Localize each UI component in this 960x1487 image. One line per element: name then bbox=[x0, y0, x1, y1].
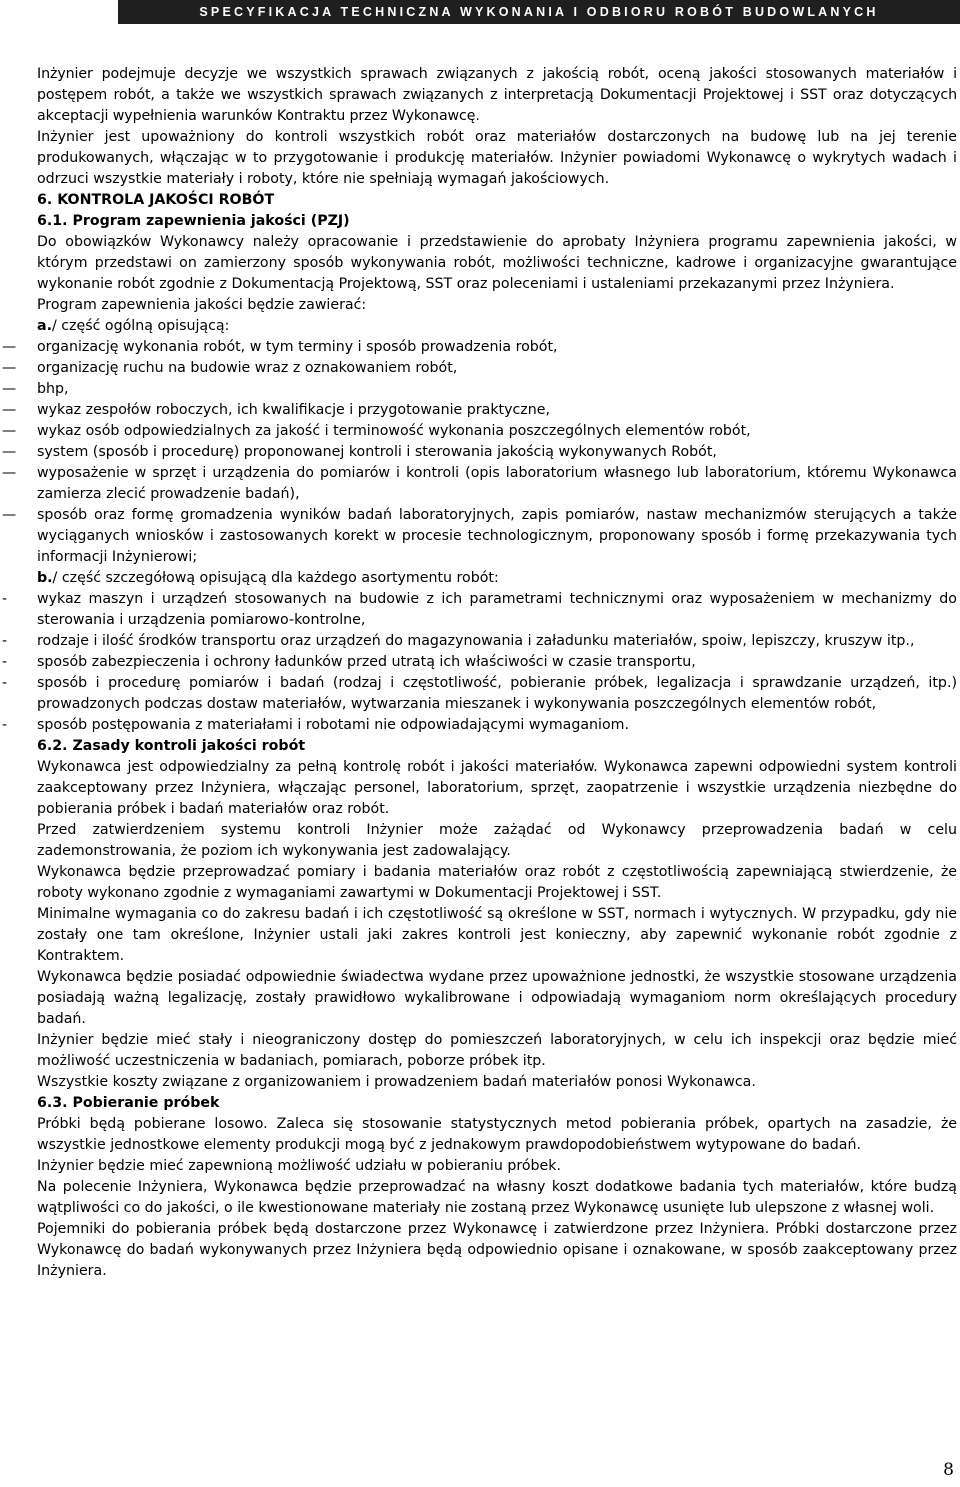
list-item-text: sposób postępowania z materiałami i robotami nie odpowiadającymi wymaganiom. bbox=[37, 717, 629, 733]
list bbox=[2, 589, 957, 736]
paragraph: Wszystkie koszty związane z organizowaniem i prowadzeniem badań materiałów ponosi Wykonawca. bbox=[37, 1074, 756, 1090]
list-item bbox=[2, 442, 957, 463]
list-item-text: rodzaje i ilość środków transportu oraz urządzeń do magazynowania i załadunku materiałów, spoiw, lepiszczy, kruszyw itp., bbox=[37, 633, 915, 649]
dash-bullet: — bbox=[2, 402, 17, 418]
list-item-text: wykaz maszyn i urządzeń stosowanych na budowie z ich parametrami technicznymi oraz wyposażeniem w mechanizmy do sterowania i urządzenia pomiarowo-kontrolne, bbox=[37, 591, 957, 628]
paragraph: Program zapewnienia jakości będzie zawierać: bbox=[37, 297, 367, 313]
paragraph: Do obowiązków Wykonawcy należy opracowanie i przedstawienie do aprobaty Inżyniera programu zapewnienia jakości, w którym przedstawi on zamierzony sposób wykonywania robót, możliwości techniczne, kadrowe i organizacyjne gwarantujące wykonanie robót zgodnie z Dokumentacją Projektową, SST oraz poleceniami i ustaleniami przekazanymi przez Inżyniera. bbox=[37, 234, 957, 292]
list-item bbox=[2, 589, 957, 631]
paragraph: Inżynier będzie mieć stały i nieograniczony dostęp do pomieszczeń laboratoryjnych, w celu ich inspekcji oraz będzie mieć możliwość uczestniczenia w badaniach, pomiarach, poborze próbek itp. bbox=[37, 1032, 957, 1069]
paragraph: Inżynier będzie mieć zapewnioną możliwość udziału w pobieraniu próbek. bbox=[37, 1158, 562, 1174]
section-heading: 6.1. Program zapewnienia jakości (PZJ) bbox=[37, 213, 350, 229]
list-item bbox=[2, 715, 957, 736]
section-heading: 6.2. Zasady kontroli jakości robót bbox=[37, 738, 306, 754]
list-item bbox=[2, 505, 957, 568]
list-heading-text: / część szczegółową opisującą dla każdego asortymentu robót: bbox=[52, 570, 499, 586]
list-item-text: sposób oraz formę gromadzenia wyników badań laboratoryjnych, zapis pomiarów, nastaw mechanizmów sterujących a także wyciąganych wniosków i zastosowanych korekt w procesie technologicznym, proponowany sposób i formę przekazywania tych informacji Inżynierowi; bbox=[37, 507, 957, 565]
list-item-text: sposób i procedurę pomiarów i badań (rodzaj i częstotliwość, pobieranie próbek, legalizacja i sprawdzanie urządzeń, itp.) prowadzonych podczas dostaw materiałów, wytwarzania mieszanek i wykonywania poszczególnych elementów robót, bbox=[37, 675, 957, 712]
dash-bullet: — bbox=[2, 360, 17, 376]
list-item-text: bhp, bbox=[37, 381, 69, 397]
paragraph: Minimalne wymagania co do zakresu badań i ich częstotliwość są określone w SST, normach i wytycznych. W przypadku, gdy nie zostały one tam określone, Inżynier ustali jaki zakres kontroli jest konieczny, aby zapewnić wykonanie robót zgodnie z Kontraktem. bbox=[37, 906, 957, 964]
paragraph: Inżynier jest upoważniony do kontroli wszystkich robót oraz materiałów dostarczonych na budowę lub na jej terenie produkowanych, włączając w to przygotowanie i produkcję materiałów. Inżynier powiadomi Wykonawcę o wykrytych wadach i odrzuci wszystkie materiały i roboty, które nie spełniają wymagań jakościowych. bbox=[37, 129, 957, 187]
document-body bbox=[2, 64, 957, 1282]
list-item bbox=[2, 400, 957, 421]
paragraph: Inżynier podejmuje decyzje we wszystkich sprawach związanych z jakością robót, oceną jakości stosowanych materiałów i postępem robót, a także we wszystkich sprawach związanych z interpretacją Dokumentacji Projektowej i SST oraz dotyczących akceptacji wypełnienia warunków Kontraktu przez Wykonawcę. bbox=[37, 66, 957, 124]
list bbox=[2, 337, 957, 568]
hyphen-bullet: - bbox=[2, 675, 8, 691]
paragraph: Próbki będą pobierane losowo. Zaleca się stosowanie statystycznych metod pobierania próbek, opartych na zasadzie, że wszystkie jednostkowe elementy produkcji mogą być z jednakowym prawdopodobieństwem wytypowane do badań. bbox=[37, 1116, 957, 1153]
dash-bullet: — bbox=[2, 465, 17, 481]
list-item bbox=[2, 358, 957, 379]
hyphen-bullet: - bbox=[2, 591, 8, 607]
hyphen-bullet: - bbox=[2, 633, 8, 649]
list-item-text: system (sposób i procedurę) proponowanej kontroli i sterowania jakością wykonywanych Robót, bbox=[37, 444, 717, 460]
list-heading-text: / część ogólną opisującą: bbox=[51, 318, 230, 334]
dash-bullet: — bbox=[2, 444, 17, 460]
page-number: 8 bbox=[943, 1460, 954, 1480]
paragraph: Na polecenie Inżyniera, Wykonawca będzie przeprowadzać na własny koszt dodatkowe badania tych materiałów, które budzą wątpliwości co do jakości, o ile kwestionowane materiały nie zostaną przez Wykonawcę usunięte lub ulepszone z własnej woli. bbox=[37, 1179, 957, 1216]
section-heading: 6.3. Pobieranie próbek bbox=[37, 1095, 220, 1111]
list-heading bbox=[37, 316, 957, 337]
paragraph: Wykonawca będzie posiadać odpowiednie świadectwa wydane przez upoważnione jednostki, że wszystkie stosowane urządzenia posiadają ważną legalizację, zostały prawidłowo wykalibrowane i odpowiadają wymaganiom norm określających procedury badań. bbox=[37, 969, 957, 1027]
list-item-text: sposób zabezpieczenia i ochrony ładunków przed utratą ich właściwości w czasie transportu, bbox=[37, 654, 696, 670]
document-header: SPECYFIKACJA TECHNICZNA WYKONANIA I ODBIORU ROBÓT BUDOWLANYCH bbox=[118, 0, 960, 24]
list-item bbox=[2, 337, 957, 358]
list-item-text: organizację ruchu na budowie wraz z oznakowaniem robót, bbox=[37, 360, 458, 376]
list-item-text: wykaz osób odpowiedzialnych za jakość i terminowość wykonania poszczególnych elementów robót, bbox=[37, 423, 751, 439]
paragraph: Wykonawca jest odpowiedzialny za pełną kontrolę robót i jakości materiałów. Wykonawca zapewni odpowiedni system kontroli zaakceptowany przez Inżyniera, włączając personel, laboratorium, sprzęt, zaopatrzenie i wszystkie urządzenia niezbędne do pobierania próbek i badań materiałów oraz robót. bbox=[37, 759, 957, 817]
section-heading: 6. KONTROLA JAKOŚCI ROBÓT bbox=[37, 192, 275, 208]
list-item bbox=[2, 631, 957, 652]
list-item-text: wykaz zespołów roboczych, ich kwalifikacje i przygotowanie praktyczne, bbox=[37, 402, 550, 418]
list-item bbox=[2, 673, 957, 715]
paragraph: Wykonawca będzie przeprowadzać pomiary i badania materiałów oraz robót z częstotliwością zapewniającą stwierdzenie, że roboty wykonano zgodnie z wymaganiami zawartymi w Dokumentacji Projektowej i SST. bbox=[37, 864, 957, 901]
dash-bullet: — bbox=[2, 507, 17, 523]
list-label: b. bbox=[37, 570, 53, 586]
list-item bbox=[2, 421, 957, 442]
hyphen-bullet: - bbox=[2, 717, 8, 733]
list-item bbox=[2, 463, 957, 505]
list-item bbox=[2, 379, 957, 400]
dash-bullet: — bbox=[2, 423, 17, 439]
hyphen-bullet: - bbox=[2, 654, 8, 670]
list-item bbox=[2, 652, 957, 673]
paragraph: Pojemniki do pobierania próbek będą dostarczone przez Wykonawcę i zatwierdzone przez Inżyniera. Próbki dostarczone przez Wykonawcę do badań wykonywanych przez Inżyniera będą odpowiednio opisane i oznakowane, w sposób zaakceptowany przez Inżyniera. bbox=[37, 1221, 957, 1279]
list-label: a. bbox=[37, 318, 52, 334]
list-heading bbox=[37, 568, 957, 589]
dash-bullet: — bbox=[2, 381, 17, 397]
paragraph: Przed zatwierdzeniem systemu kontroli Inżynier może zażądać od Wykonawcy przeprowadzenia badań w celu zademonstrowania, że poziom ich wykonywania jest zadowalający. bbox=[37, 822, 957, 859]
list-item-text: organizację wykonania robót, w tym terminy i sposób prowadzenia robót, bbox=[37, 339, 558, 355]
dash-bullet: — bbox=[2, 339, 17, 355]
list-item-text: wyposażenie w sprzęt i urządzenia do pomiarów i kontroli (opis laboratorium własnego lub laboratorium, któremu Wykonawca zamierza zlecić prowadzenie badań), bbox=[37, 465, 957, 502]
